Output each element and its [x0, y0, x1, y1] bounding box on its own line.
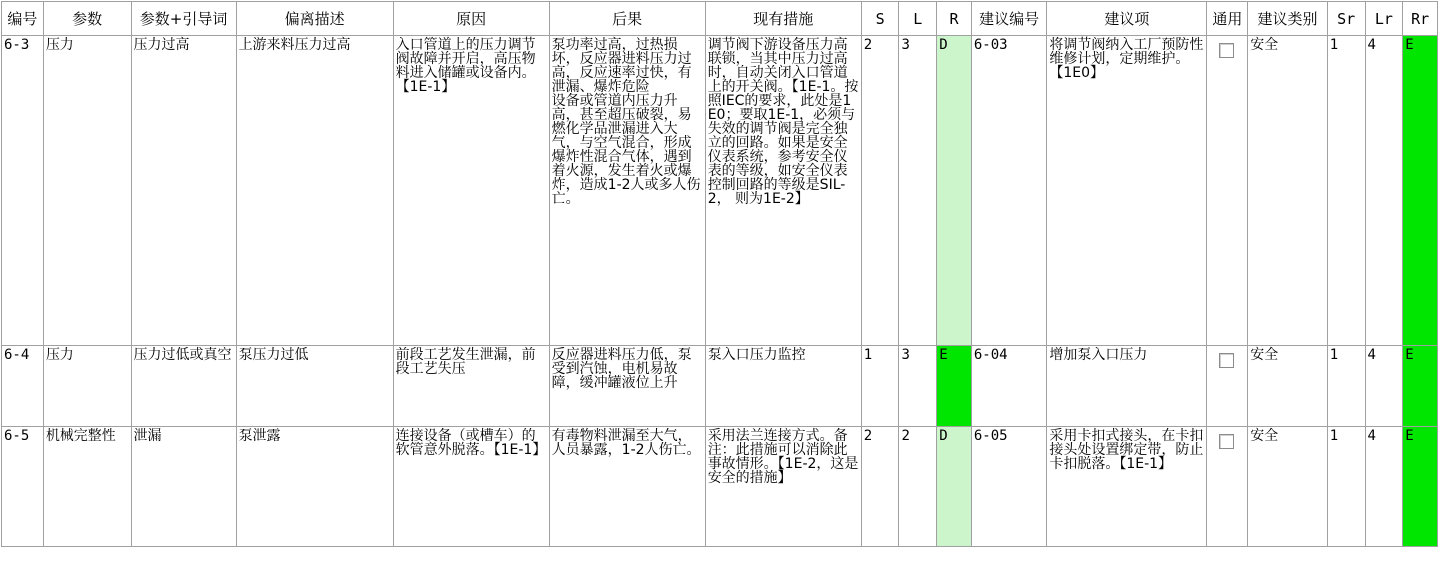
row-l: 3: [899, 346, 937, 427]
row-general: [1207, 427, 1248, 547]
general-checkbox[interactable]: [1219, 434, 1234, 449]
row-id: 6-5: [2, 427, 44, 547]
row-cause: 连接设备（或槽车）的软管意外脱落。【1E-1】: [393, 427, 549, 547]
row-rr: E: [1403, 346, 1438, 427]
row-r: D: [937, 427, 972, 547]
general-checkbox[interactable]: [1219, 43, 1234, 58]
row-recommendation: 增加泵入口压力: [1047, 346, 1207, 427]
row-category: 安全: [1248, 427, 1328, 547]
header-general: 通用: [1207, 2, 1248, 36]
row-deviation: 泵压力过低: [236, 346, 393, 427]
header-category: 建议类别: [1248, 2, 1328, 36]
row-sr: 1: [1327, 427, 1365, 547]
row-s: 2: [861, 427, 899, 547]
row-param: 压力: [43, 346, 131, 427]
table-row: [2, 36, 1438, 346]
row-consequence: 反应器进料压力低，泵受到汽蚀，电机易故障，缓冲罐液位上升: [549, 346, 705, 427]
row-lr: 4: [1365, 36, 1403, 346]
row-l: 2: [899, 427, 937, 547]
row-guideword: 压力过高: [131, 36, 236, 346]
row-r: D: [937, 36, 972, 346]
header-measures: 现有措施: [705, 2, 861, 36]
header-guideword: 参数+引导词: [131, 2, 236, 36]
row-rr: E: [1403, 36, 1438, 346]
header-recommendation: 建议项: [1047, 2, 1207, 36]
row-lr: 4: [1365, 346, 1403, 427]
row-measures: 调节阀下游设备压力高联锁，当其中压力过高时，自动关闭入口管道上的开关阀。【1E-1。按照IEC的要求，此处是1E0；要取1E-1，必须与失效的调节阀是完全独立的回路。如果是安全仪表系统，参考安全仪表的等级，如安全仪表控制回路的等级是SIL-2， 则为1E-2】: [705, 36, 861, 346]
header-param: 参数: [43, 2, 131, 36]
row-consequence: 泵功率过高，过热损坏，反应器进料压力过高，反应速率过快，有泄漏、爆炸危险 设备或管道内压力升高，甚至超压破裂，易燃化学品泄漏进入大气，与空气混合，形成爆炸性混合气体，遇到着火源，发生着火或爆炸，造成1-2人或多人伤亡。: [549, 36, 705, 346]
row-guideword: 泄漏: [131, 427, 236, 547]
row-deviation: 泵泄露: [236, 427, 393, 547]
row-cause: 前段工艺发生泄漏，前段工艺失压: [393, 346, 549, 427]
row-measures: 泵入口压力监控: [705, 346, 861, 427]
row-rec-id: 6-03: [971, 36, 1046, 346]
row-recommendation: 采用卡扣式接头，在卡扣接头处设置绑定带，防止卡扣脱落。【1E-1】: [1047, 427, 1207, 547]
row-param: 机械完整性: [43, 427, 131, 547]
row-sr: 1: [1327, 346, 1365, 427]
row-category: 安全: [1248, 36, 1328, 346]
row-measures: 采用法兰连接方式。备注：此措施可以消除此事故情形。【1E-2，这是安全的措施】: [705, 427, 861, 547]
row-s: 1: [861, 346, 899, 427]
row-param: 压力: [43, 36, 131, 346]
header-row: [2, 2, 1438, 36]
row-id: 6-3: [2, 36, 44, 346]
general-checkbox[interactable]: [1219, 353, 1234, 368]
row-sr: 1: [1327, 36, 1365, 346]
row-r: E: [937, 346, 972, 427]
row-general: [1207, 346, 1248, 427]
row-id: 6-4: [2, 346, 44, 427]
row-consequence: 有毒物料泄漏至大气，人员暴露，1-2人伤亡。: [549, 427, 705, 547]
header-cause: 原因: [393, 2, 549, 36]
row-rec-id: 6-04: [971, 346, 1046, 427]
row-category: 安全: [1248, 346, 1328, 427]
header-l: L: [899, 2, 937, 36]
header-s: S: [861, 2, 899, 36]
row-recommendation: 将调节阀纳入工厂预防性维修计划，定期维护。【1E0】: [1047, 36, 1207, 346]
row-l: 3: [899, 36, 937, 346]
row-deviation: 上游来料压力过高: [236, 36, 393, 346]
header-rr: Rr: [1403, 2, 1438, 36]
header-rec-id: 建议编号: [971, 2, 1046, 36]
row-cause: 入口管道上的压力调节阀故障并开启，高压物料进入储罐或设备内。【1E-1】: [393, 36, 549, 346]
row-s: 2: [861, 36, 899, 346]
header-sr: Sr: [1327, 2, 1365, 36]
row-general: [1207, 36, 1248, 346]
table-row: [2, 427, 1438, 547]
header-id: 编号: [2, 2, 44, 36]
table-row: [2, 346, 1438, 427]
header-consequence: 后果: [549, 2, 705, 36]
header-r: R: [937, 2, 972, 36]
row-lr: 4: [1365, 427, 1403, 547]
row-guideword: 压力过低或真空: [131, 346, 236, 427]
header-lr: Lr: [1365, 2, 1403, 36]
header-deviation: 偏离描述: [236, 2, 393, 36]
row-rr: E: [1403, 427, 1438, 547]
hazop-table: [1, 1, 1438, 547]
row-rec-id: 6-05: [971, 427, 1046, 547]
